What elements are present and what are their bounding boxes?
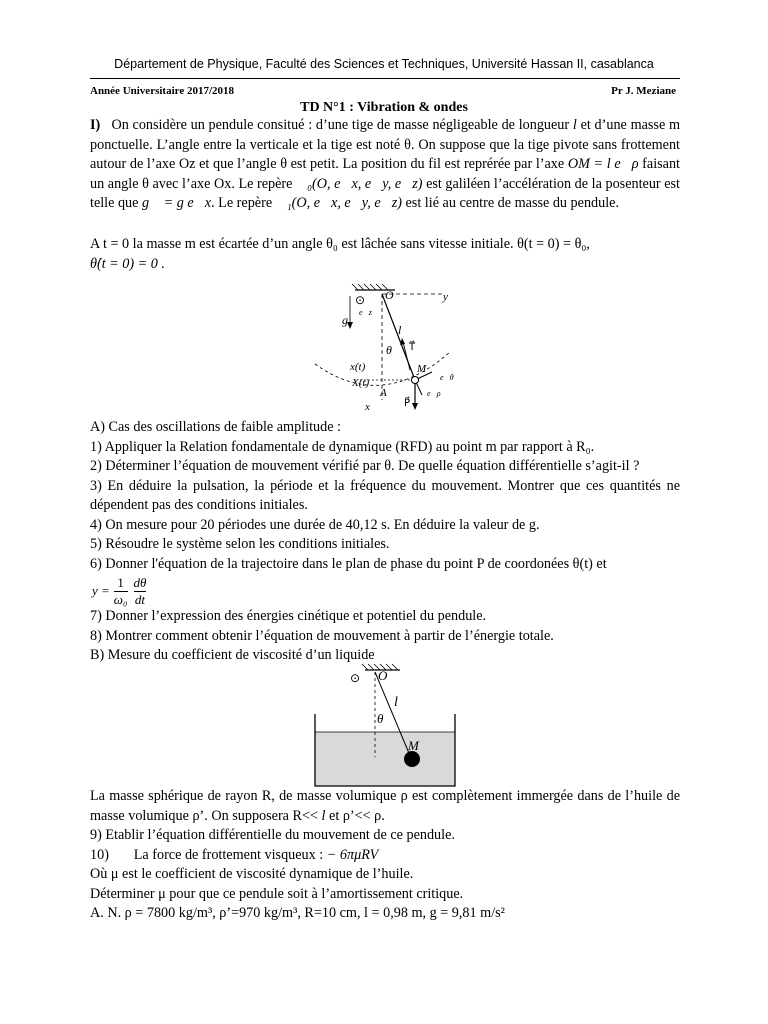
gravity-expression: g⃗ = g e⃗x: [142, 195, 212, 211]
fig2-label-M: M: [408, 738, 419, 753]
fig1-label-y: y: [443, 291, 448, 303]
mu-definition: Où μ est le coefficient de viscosité dynamique de l’huile.: [90, 866, 414, 882]
question-2: 2) Déterminer l’équation de mouvement vérifié par θ. De quelle équation différentielle s’agit-il ?: [90, 458, 640, 474]
fig1-label-Xt: X(t): [352, 377, 370, 389]
numerical-application: A. N. ρ = 7800 kg/m³, ρ’=970 kg/m³, R=10 cm, l = 0,98 m, g = 9,81 m/s²: [90, 905, 505, 921]
fig2-label-O: O: [378, 668, 388, 683]
section-b: [90, 787, 680, 924]
question-5: 5) Résoudre le système selon les conditions initiales.: [90, 536, 390, 552]
fig1-label-ez: e⃗z: [359, 308, 372, 317]
question-6: 6) Donner l'équation de la trajectoire dans le plan de phase du point P de coordonées θ(t) et: [90, 555, 607, 572]
question-3: 3) En déduire la pulsation, la période et la fréquence du mouvement. Montrer que ces quantités ne dépendent pas des conditions initiales.: [90, 477, 680, 513]
fig1-label-erho: e⃗ρ: [427, 389, 441, 398]
part1-label: I): [90, 117, 101, 133]
om-expression: OM = l e⃗ρ: [567, 156, 639, 172]
question-1: 1) Appliquer la Relation fondamentale de dynamique (RFD) au point m par rapport à R₀.: [90, 438, 595, 455]
section-b-paragraph: La masse sphérique de rayon R, de masse volumique ρ est complètement immergée dans de l’huile de masse volumique ρ’. On supposera R<< l et ρ’<< ρ.: [90, 788, 680, 824]
fig1-label-g: g: [342, 313, 348, 327]
question-10: 10) La force de frottement visqueux : − 6πμRV⃗: [90, 846, 390, 863]
fig2-label-theta: θ: [377, 711, 384, 726]
initial-conditions: A t = 0 la masse m est écartée d’un angle θ₀ est lâchée sans vitesse initiale. θ(t = 0) = θ₀, θ̇(t = 0) = 0 .: [90, 236, 590, 272]
section-a-heading: A) Cas des oscillations de faible amplitude :: [90, 419, 341, 435]
frame-r0: ℜ₀(O, e⃗x, e⃗y, e⃗z): [296, 175, 423, 192]
fig1-dot-symbol: ⊙: [355, 293, 366, 307]
question-4: 4) On mesure pour 20 périodes une durée de 40,12 s. En déduire la valeur de g.: [90, 516, 540, 533]
fig1-label-xt: x(t): [350, 361, 366, 373]
academic-year: Année Universitaire 2017/2018: [90, 85, 235, 97]
pendulum-figure: [300, 282, 480, 417]
frame-r1: ℜ₁(O, e⃗x, e⃗y, e⃗z): [275, 195, 402, 211]
viscosity-figure: [310, 662, 470, 790]
question-9: 9) Etablir l’équation différentielle du mouvement de ce pendule.: [90, 827, 455, 843]
fig1-label-P: P⃗: [404, 398, 411, 409]
fig1-label-l: l: [398, 323, 402, 337]
fig1-label-M: M: [417, 363, 427, 375]
question-8: 8) Montrer comment obtenir l’équation de mouvement à partir de l’énergie totale.: [90, 627, 554, 644]
fig1-label-O: O: [385, 288, 394, 302]
section-a: [90, 418, 680, 574]
part1-intro: I) On considère un pendule consitué : d’une tige de masse négligeable de longueur l et d’une masse m ponctuelle. L’angle entre la verticale et la tige est noté θ. On suppose que la tige pivote sans frottement autour de l’axe Oz et que l’angle θ est petit. La position du fil est reprérée par l’axe OM = l e⃗ρ faisant un angle θ avec l’axe Ox. Le repère ℜ₀(O, e⃗x, e⃗y, e⃗z) est galiléen l’accélération de la posenteur est telle que g⃗ = g e⃗x. Le repère ℜ₁(O, e⃗x, e⃗y, e⃗z) est lié au centre de masse du pendule.: [90, 117, 681, 211]
fig1-label-A: A: [380, 387, 387, 399]
fig1-label-etheta: e⃗θ: [440, 373, 454, 382]
fig2-dot-symbol: ⊙: [350, 671, 361, 685]
fig1-label-T: T⃗: [409, 342, 416, 353]
section-b-heading: B) Mesure du coefficient de viscosité d’un liquide: [90, 647, 375, 663]
page-title: TD N°1 : Vibration & ondes: [300, 100, 468, 115]
header-rule: [90, 78, 680, 79]
question-7: 7) Donner l’expression des énergies cinétique et potentiel du pendule.: [90, 608, 487, 624]
department-header: Département de Physique, Faculté des Sciences et Techniques, Université Hassan II, casablanca: [114, 57, 654, 71]
professor-name: Pr J. Meziane: [611, 85, 676, 97]
section-a-continued: [90, 607, 680, 666]
fig1-label-theta: θ: [386, 343, 392, 357]
phase-plane-equation: y = 1 ω₀ dθ dt: [92, 574, 147, 607]
critical-damping-question: Déterminer μ pour que ce pendule soit à l’amortissement critique.: [90, 885, 464, 902]
fig2-label-l: l: [394, 695, 398, 710]
fig1-label-x: x: [365, 401, 370, 413]
